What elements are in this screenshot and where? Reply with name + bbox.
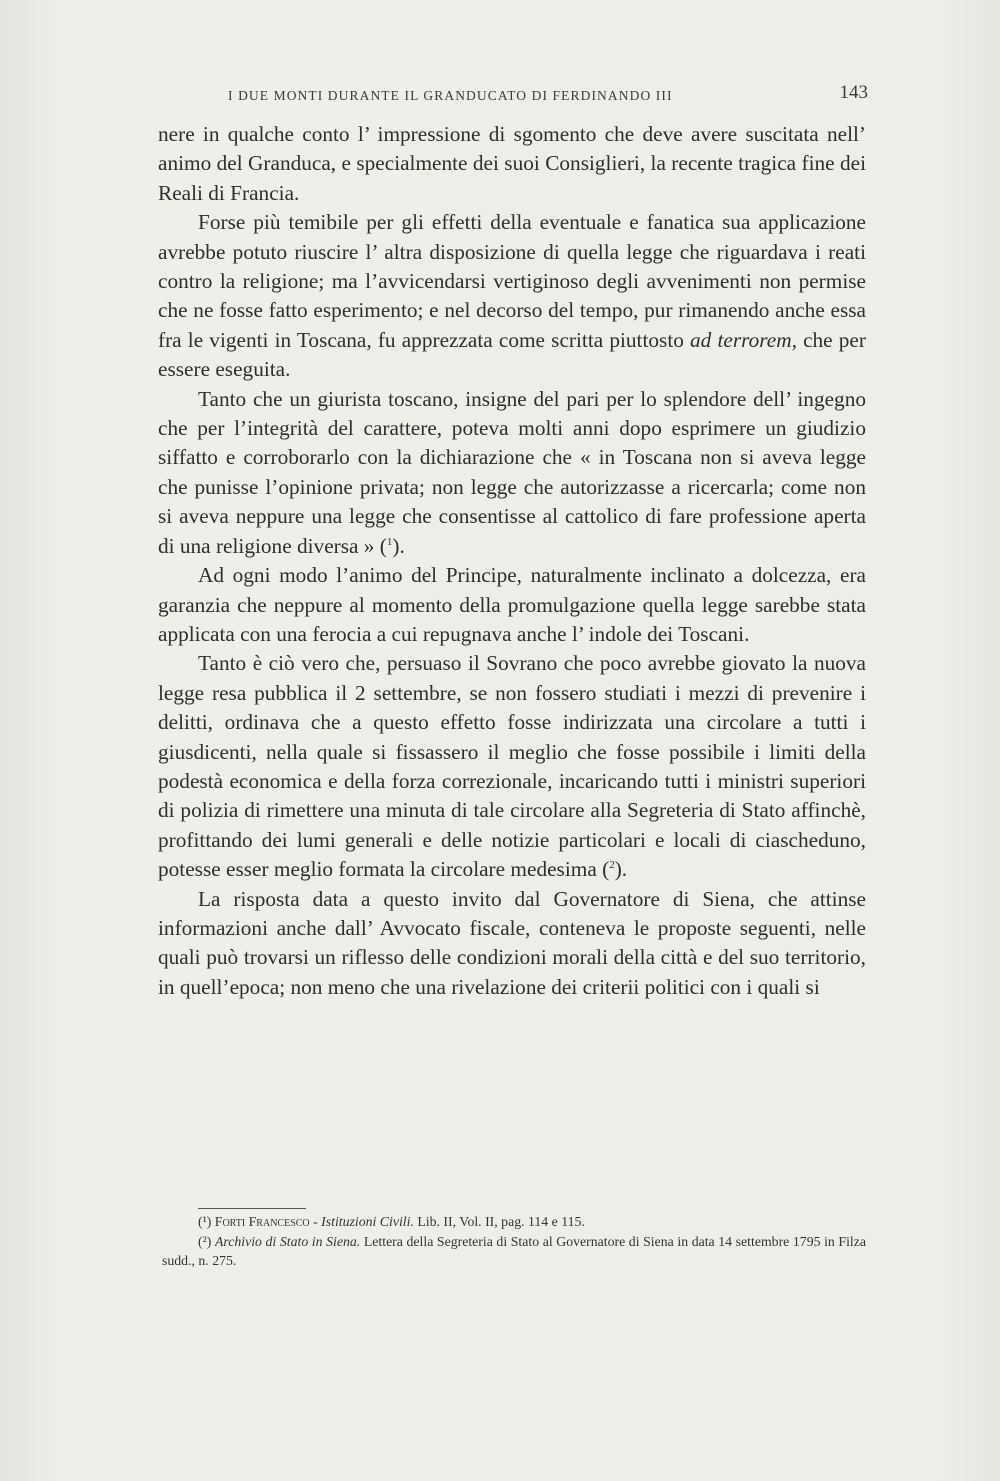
paragraph-3-end: ).: [392, 533, 405, 558]
paragraph-2-italic: ad terrorem,: [690, 327, 797, 352]
paragraph-2-text-b: che per essere eseguita.: [158, 327, 866, 382]
footnotes: [162, 1212, 866, 1271]
footnote-2-marker: (²): [198, 1233, 212, 1249]
footnote-1-rest: Lib. II, Vol. II, pag. 114 e 115.: [413, 1214, 585, 1229]
paragraph-6: La risposta data a questo invito dal Governatore di Siena, che attinse informazioni anche dall’ Avvocato fiscale, conteneva le proposte seguenti, nelle quali può trovarsi un riflesso delle condizioni morali della città e del suo territorio, in quell’epoca; non meno che una rivelazione dei criterii politici con i quali si: [158, 886, 866, 999]
body-text: [158, 120, 866, 1002]
paragraph-5-text: Tanto è ciò vero che, persuaso il Sovrano che poco avrebbe giovato la nuova legge resa pubblica il 2 settembre, se non fossero studiati i mezzi di prevenire i delitti, ordinava che a questo effetto fosse indirizzata una circolare a tutti i giusdicenti, nella quale si fissassero il meglio che fosse possibile i limiti della podestà economica e della forza correzionale, incaricando tutti i ministri superiori di polizia di rimettere una minuta di tale circolare alla Segreteria di Stato affinchè, profittando dei lumi generali e delle notizie particolari e locali di ciascheduno, potesse esser meglio formata la circolare medesima (: [158, 651, 866, 882]
page-header: [228, 82, 868, 106]
paragraph-3-text: Tanto che un giurista toscano, insigne del pari per lo splendore dell’ ingegno che per l’integrità del carattere, poteva molti anni dopo esprimere un giudizio siffatto e corroborarlo con la dichiarazione che « in Toscana non si aveva legge che punisse l’opinione privata; non legge che autorizzasse a ricercarla; come non si aveva neppure una legge che consentisse al cattolico di fare professione aperta di una religione diversa » (: [158, 386, 866, 558]
footnote-ref-2: 2: [609, 859, 615, 872]
footnote-1-author: Forti Francesco: [214, 1214, 310, 1229]
page-number: 143: [839, 82, 868, 103]
paragraph-2: [158, 208, 866, 384]
footnote-1-marker: (¹): [198, 1214, 212, 1229]
footnote-2: [162, 1232, 866, 1271]
footnote-divider: [198, 1208, 306, 1209]
paragraph-3: [158, 385, 866, 561]
footnote-1: [162, 1212, 866, 1232]
footnote-1-title: Istituzioni Civili.: [321, 1214, 414, 1229]
paragraph-2-text-a: Forse più temibile per gli effetti della eventuale e fanatica sua applicazione avrebbe potuto riuscire l’ altra disposizione di quella legge che riguardava i reati contro la religione; ma l’avvicendarsi vertiginoso degli avvenimenti non permise che ne fosse fatto esperimento; e nel decorso del tempo, pur rimanendo anche essa fra le vigenti in Toscana, fu apprezzata come scritta piuttosto: [158, 210, 866, 352]
paragraph-1: nere in qualche conto l’ impressione di sgomento che deve avere suscitata nell’ animo del Granduca, e specialmente dei suoi Consiglieri, la recente tragica fine dei Reali di Francia.: [158, 122, 866, 205]
paragraph-5-end: ).: [614, 857, 628, 882]
footnote-ref-1: 1: [386, 535, 393, 548]
running-title: I DUE MONTI DURANTE IL GRANDUCATO DI FERDINANDO III: [228, 88, 673, 103]
footnote-2-title: Archivio di Stato in Siena.: [214, 1233, 361, 1249]
paragraph-5: [158, 649, 866, 884]
footnote-1-sep: -: [309, 1214, 322, 1229]
paragraph-4: Ad ogni modo l’animo del Principe, naturalmente inclinato a dolcezza, era garanzia che neppure al momento della promulgazione quella legge sarebbe stata applicata con una ferocia a cui repugnava anche l’ indole dei Toscani.: [158, 563, 866, 646]
footnote-2-rest: Lettera della Segreteria di Stato al Governatore di Siena in data 14 settembre 1795 in Filza sudd., n. 275.: [162, 1233, 867, 1268]
